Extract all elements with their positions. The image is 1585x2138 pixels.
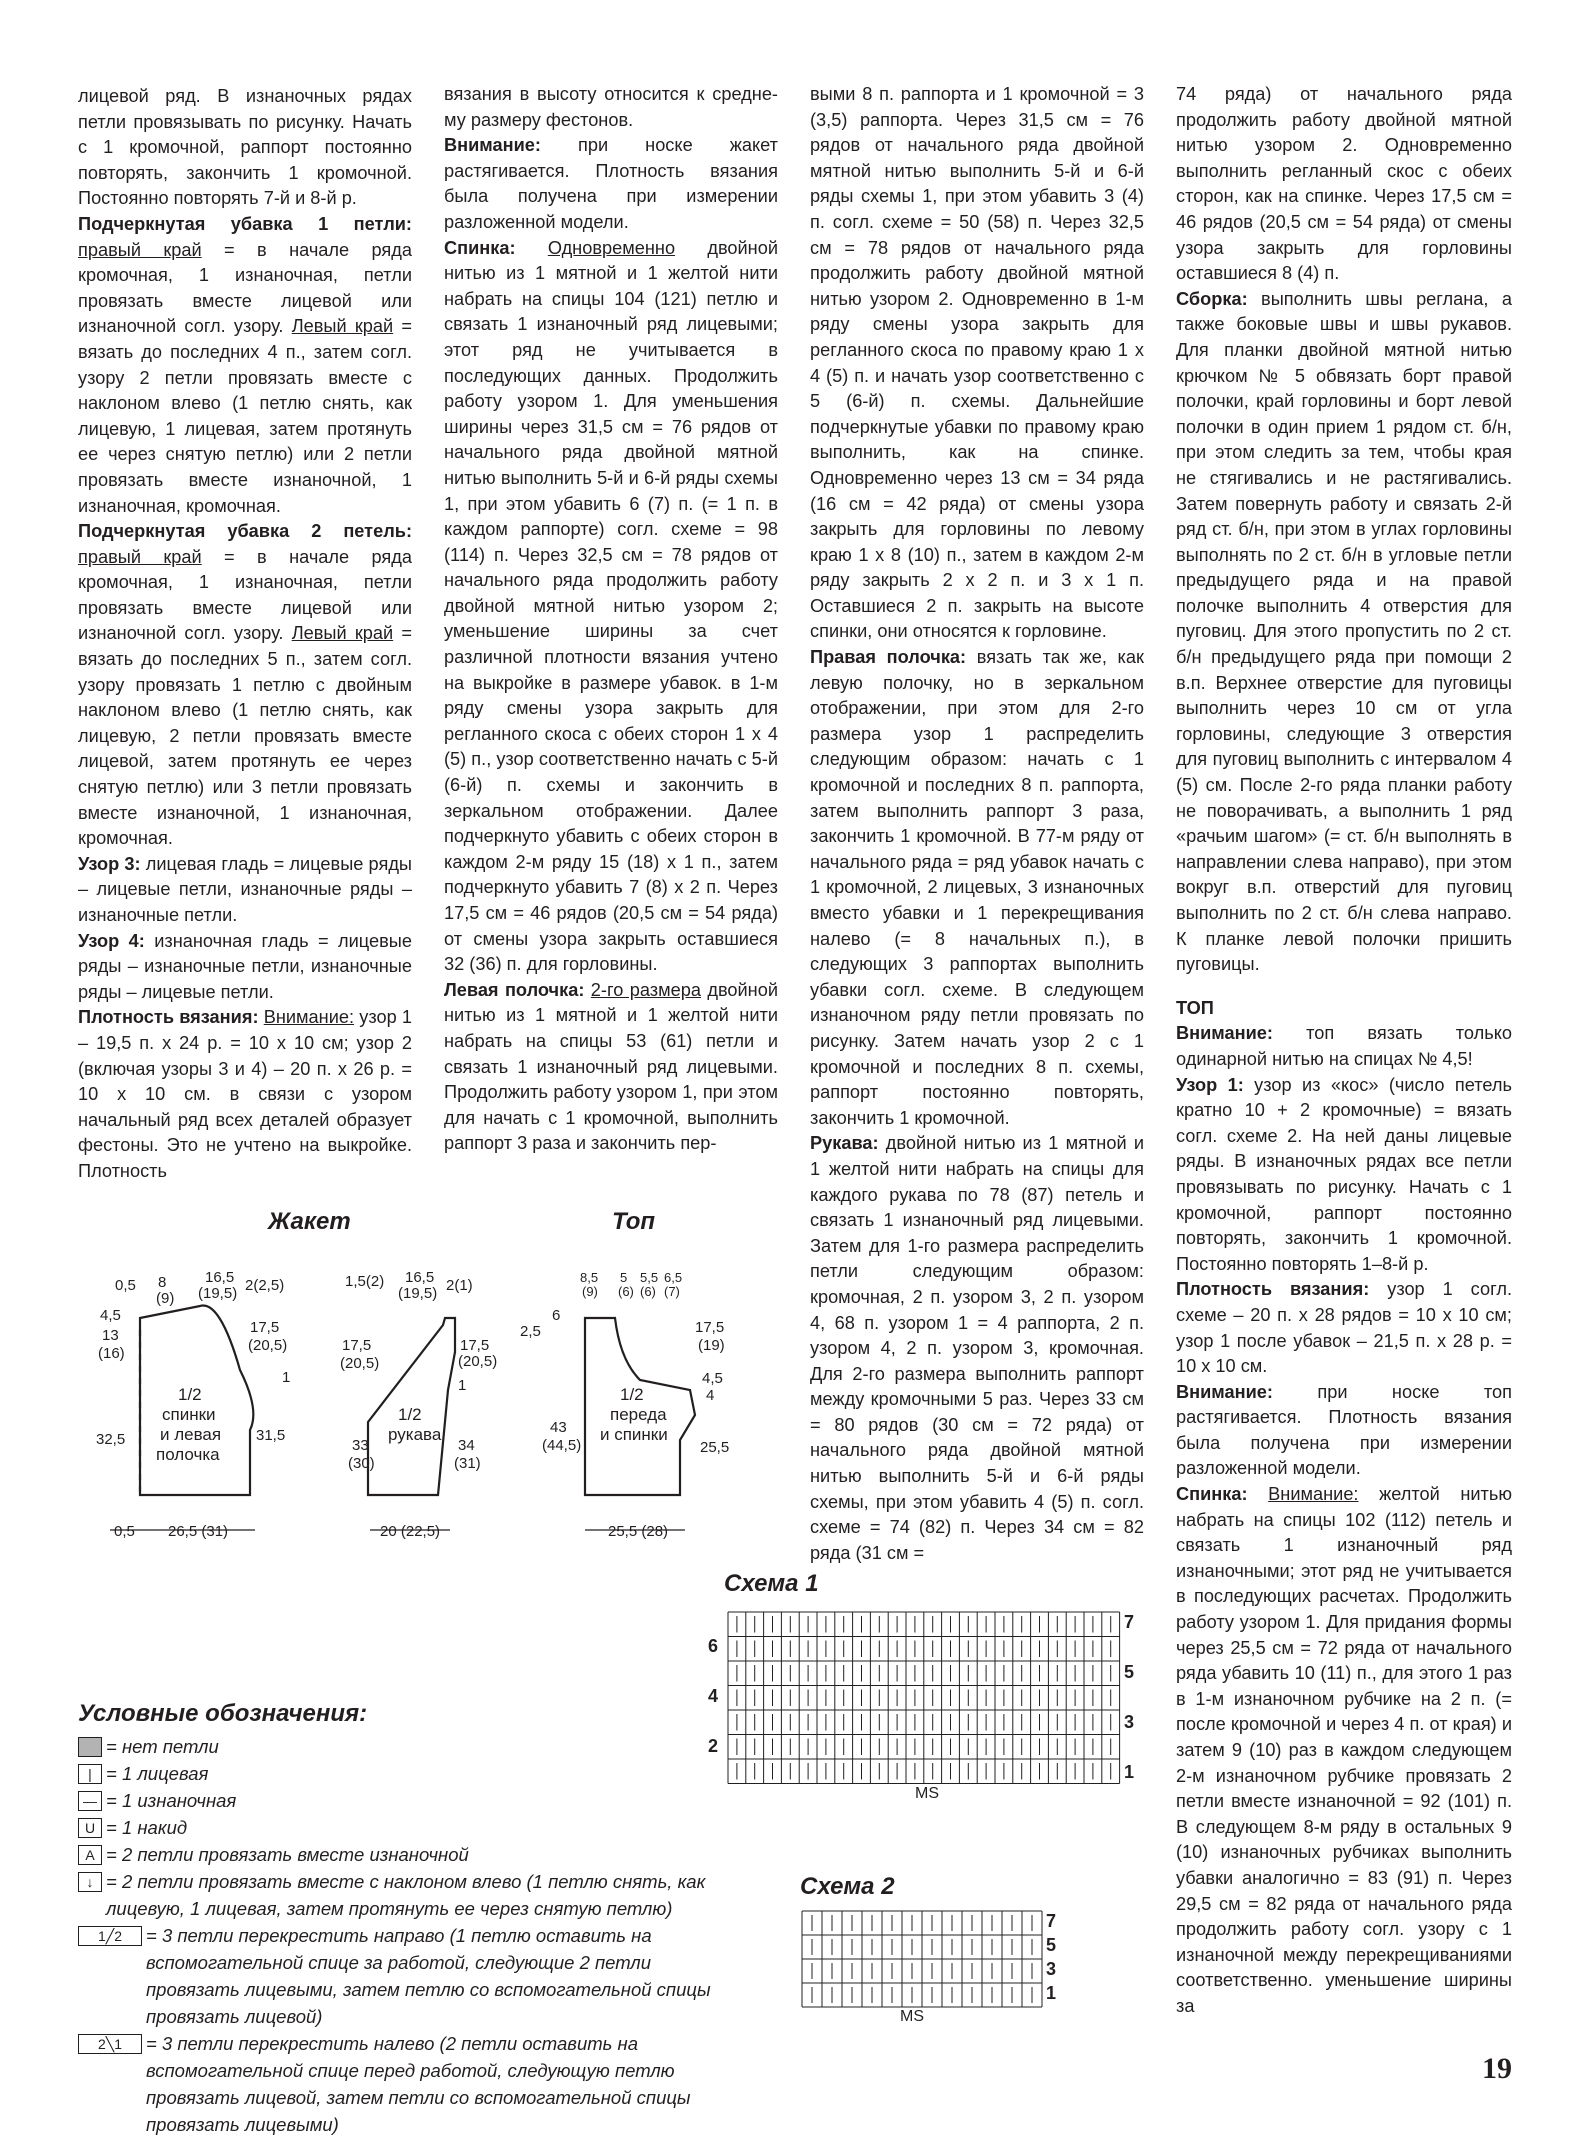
- text-column-3: [810, 82, 1144, 1566]
- scheme1-row-7: 7: [1124, 1612, 1135, 1632]
- jacket-dim-j: 17,5: [250, 1319, 280, 1336]
- sleeve-piece-1: 1/2: [398, 1405, 422, 1424]
- bold-label: Правая полочка:: [810, 647, 977, 668]
- paragraph-text: лицевая гладь = лицевые ряды – лицевые петли, изнаночные ряды – изнаночные петли.: [78, 853, 412, 925]
- top-dim-d: (6): [618, 1284, 634, 1299]
- top-dim-p: (44,5): [542, 1437, 582, 1454]
- top-dim-i: 2,5: [520, 1323, 541, 1340]
- sleeve-dim-c: (19,5): [398, 1285, 438, 1302]
- col3-paragraph: выми 8 п. раппорта и 1 кромочной = 3 (3,5) раппорта. Через 31,5 см = 76 рядов от начального ряда двойной мятной нитью выполнить 5-й и 6-й ряды схемы 1, при этом убавить 3 (4) п. согл. схеме = 50 (58) п. Через 32,5 см = 78 рядов от начального ряда продолжить работу двойной мятной нитью узором 2. Одновременно в 1-м ряду смены узора закрыть для регланного скоса по правому краю 1 х 4 (5) п. и начать узор соответственно с 5 (6-й) п. схемы. Дальнейшие подчеркнутые убавки по правому краю выполнить, как на спинке. Одновременно через 13 см = 34 ряда (16 см = 42 ряда) от смены узора закрыть для горловины по левому краю 1 х 8 (10) п., затем в каждом 2-м ряду закрыть 2 х 2 п. и 3 х 1 п. Оставшиеся 2 п. закрыть на высоте спинки, они относятся к горловине.: [810, 84, 1144, 642]
- legend-text: = 2 петли провязать вместе изнаночной: [106, 1844, 469, 1865]
- top-dim-r: 25,5 (28): [608, 1523, 669, 1540]
- legend-item: [78, 1922, 718, 2030]
- scheme1-row-3: 3: [1124, 1712, 1135, 1732]
- scheme2-ms: MS: [900, 2008, 924, 2025]
- jacket-piece-4: полочка: [156, 1445, 220, 1464]
- col1-paragraph: [78, 519, 412, 852]
- bold-label: Подчеркнутая убавка 1 петли:: [78, 213, 412, 234]
- scheme1-chart: [700, 1600, 1160, 1800]
- legend-symbol-icon: ↓: [78, 1872, 102, 1892]
- jacket-dim-n: 31,5: [256, 1427, 286, 1444]
- underlined-text: Внимание:: [263, 1007, 355, 1028]
- sleeve-dim-l: 34: [458, 1437, 475, 1454]
- jacket-dim-p: 26,5 (31): [168, 1523, 229, 1540]
- top-dim-g: 6,5: [664, 1270, 683, 1285]
- legend-symbol-icon: U: [78, 1818, 102, 1838]
- sleeve-dim-k: (30): [348, 1455, 375, 1472]
- col2-paragraph: вязания в высоту относится к средне-му размеру фестонов.: [444, 84, 778, 130]
- paragraph-text: узор 1 – 19,5 п. х 24 р. = 10 х 10 см; узор 2 (включая узоры 3 и 4) – 20 п. х 26 р. = 10 х 10 см.: [78, 1007, 412, 1105]
- top-dim-e: 5,5: [640, 1270, 659, 1285]
- paragraph-text: двойной нитью из 1 мятной и 1 желтой нити набрать на спицы 53 (61) петли и связать 1 изнаночный ряд лицевыми. Продолжить работу узором 1, при этом для: [444, 979, 778, 1128]
- paragraph-text: уменьшение ширины за: [1176, 1970, 1513, 2016]
- underlined-text: Левый край: [291, 316, 394, 337]
- top-dim-m: 4,5: [702, 1370, 723, 1387]
- scheme1-title: Схема 1: [724, 1570, 819, 1597]
- col4-paragraph: 74 ряда) от начального ряда продолжить работу двойной мятной нитью узором 2. Одновременно выполнить регланный скос с обеих сторон, как на спинке. Через 17,5 см = 46 рядов (20,5 см = 54 ряда) от смены узора закрыть для горловины оставшиеся 8 (4) п.: [1176, 84, 1512, 284]
- paragraph-text: топ вязать только одинарной нитью на спицах № 4,5!: [1176, 1023, 1512, 1069]
- sleeve-dim-j: 33: [352, 1437, 369, 1454]
- paragraph-text: при носке топ растягивается. Плотность вязания была получена при измерении разложенной модели.: [1176, 1381, 1512, 1479]
- col1-paragraph: [78, 852, 412, 929]
- text-column-2: [444, 82, 778, 1157]
- jacket-dim-k: (20,5): [248, 1337, 288, 1354]
- text-column-4: [1176, 82, 1512, 2020]
- page-number: 19: [1482, 2052, 1512, 2085]
- legend-item: [78, 1733, 718, 1760]
- jacket-piece-2: спинки: [162, 1405, 216, 1424]
- scheme1-row-5: 5: [1124, 1662, 1135, 1682]
- jacket-dim-h: 13: [102, 1327, 119, 1344]
- paragraph-text: выполнить швы реглана, а также боковые швы и швы рукавов. Для планки двойной мятной нитью крючком № 5 обвязать борт правой полочки, край горловины и борт левой полочки в один прием 1 рядом ст. б/н, при этом следить за тем, чтобы края не стягивались и не растягивались. Затем повернуть работу и связать 2-й ряд ст. б/н, при этом в углах горловины выполнять по 2 ст. б/н в угловые петли предыдущего ряда и на правой полочке выполнить 4 отверстия для пуговиц. Для этого пропустить по 2 ст. б/н предыдущего ряда при помощи 2 в.п. Верхнее отверстие для пуговицы выполнить через 10 см от угла горловины, следующие 3 отверстия для пуговиц выполнить с интервалом 4 (5) см. После 2-го ряда планки работу не поворачивать, а выполнить 1 ряд «рачьим шагом» (= ст. б/н выполнять в направлении слева направо), при этом вокруг в.п. отверстий для пуговиц выполнить по 2 ст. б/н слева направо. К планке левой полочки пришить пуговицы.: [1176, 288, 1512, 975]
- top-piece-3: и спинки: [600, 1425, 668, 1444]
- legend-item: [78, 1760, 718, 1787]
- scheme2-row-3: 3: [1046, 1959, 1057, 1979]
- paragraph-text: в связи с узором начальный ряд всех деталей образует фестоны. Это не учтено на выкройке. Плотность: [78, 1084, 412, 1181]
- top-dim-l: (19): [698, 1337, 725, 1354]
- jacket-dim-l: 1: [282, 1369, 291, 1386]
- col1-paragraph: лицевой ряд. В изнаночных рядах петли провязывать по рисунку. Начать с 1 кромочной, раппорт постоянно повторять, закончить 1 кромочной. Постоянно повторять 7-й и 8-й р.: [78, 86, 412, 209]
- scheme2-row-1: 1: [1046, 1983, 1057, 2003]
- top-dim-h: (7): [664, 1284, 680, 1299]
- bold-label: Внимание:: [444, 135, 578, 156]
- col4-paragraph: [1176, 1277, 1512, 1379]
- col3-paragraph: [810, 645, 1144, 1131]
- sleeve-dim-n: 20 (22,5): [380, 1523, 441, 1540]
- jacket-piece-3: и левая: [160, 1425, 222, 1444]
- scheme1-row-6: 6: [708, 1636, 719, 1656]
- scheme1-ms: MS: [915, 1785, 939, 1802]
- underlined-text: правый край: [78, 239, 202, 260]
- paragraph-text: начать с 1 кромочной, выполнить раппорт 3 раза и закончить пер-: [444, 1107, 778, 1154]
- jacket-dim-e: (19,5): [198, 1285, 238, 1302]
- underlined-text: Внимание:: [1268, 1484, 1359, 1505]
- bold-label: Сборка:: [1176, 288, 1262, 309]
- legend-text: = 1 лицевая: [106, 1763, 209, 1784]
- scheme2-row-5: 5: [1046, 1935, 1057, 1955]
- col1-paragraph: [78, 1005, 412, 1184]
- bold-label: Узор 1:: [1176, 1074, 1255, 1095]
- bold-label: Подчеркнутая убавка 2 петель:: [78, 521, 412, 542]
- jacket-dim-a: 0,5: [115, 1277, 136, 1294]
- top-dim-j: 6: [552, 1307, 561, 1324]
- paragraph-text: узор 1 согл. схеме – 20 п. х 28 рядов = 10 х 10 см; узор 1 после убавок – 21,5 п. х 28 р. = 10 х 10 см.: [1176, 1279, 1512, 1377]
- sleeve-dim-g: 17,5: [460, 1337, 490, 1354]
- jacket-dim-o: 0,5: [114, 1523, 135, 1540]
- scheme1-row-4: 4: [708, 1686, 719, 1706]
- legend: [78, 1700, 718, 2138]
- jacket-dim-f: 2(2,5): [245, 1277, 285, 1294]
- jacket-dim-m: 32,5: [96, 1431, 126, 1448]
- bold-label: Рукава:: [810, 1133, 886, 1154]
- bold-label: Спинка:: [1176, 1484, 1269, 1505]
- paragraph-text: = в начале ряда кромочная, 1 изнаночная, петли провязать вместе лицевой или изнаночной согл. узору.: [78, 239, 412, 337]
- bold-label: Внимание:: [1176, 1381, 1318, 1402]
- legend-symbol-icon: —: [78, 1791, 102, 1811]
- scheme2-chart: [800, 1905, 1080, 2025]
- legend-symbol-icon: A: [78, 1845, 102, 1865]
- bold-label: Плотность вязания:: [78, 1007, 264, 1028]
- top-dim-b: (9): [582, 1284, 598, 1299]
- top-dim-f: (6): [640, 1284, 656, 1299]
- scheme1-row-1: 1: [1124, 1762, 1135, 1782]
- sleeve-dim-e: 17,5: [342, 1337, 372, 1354]
- jacket-piece-1: 1/2: [178, 1385, 202, 1404]
- top-dim-n: 4: [706, 1387, 715, 1404]
- paragraph-text: = вязать до последних 5 п., затем согл. узору провязать 1 петлю с двойным наклоном влево (1 петлю снять, как лицевую, 2 петли провязать вместе лицевой, затем протянуть ее через снятую петлю) или 3 петли провязать вместе изнаночной, 1 изнаночная, кромочная.: [78, 623, 412, 849]
- sleeve-dim-i: 1: [458, 1377, 467, 1394]
- underlined-text: Левый край: [291, 623, 394, 644]
- sleeve-dim-h: (20,5): [458, 1353, 498, 1370]
- paragraph-text: в 1-м ряду смены узора закрыть для регланного скоса с обеих сторон 1 х 4 (5) п., узор соответственно начать с 5-й (6-й) п. схемы и закончить в зеркальном отображении. Далее подчеркнуто убавить с обеих сторон в каждом 2-м ряду 15 (18) х 1 п., затем подчеркнуто убавить 7 (8) х 2 п. Через 17,5 см = 46 рядов (20,5 см = 54 ряда) от смены узора закрыть оставшиеся 32 (36) п. для горловины.: [444, 672, 778, 975]
- sleeve-dim-m: (31): [454, 1455, 481, 1472]
- jacket-dim-b: 8: [158, 1274, 167, 1291]
- legend-text: = 3 петли перекрестить направо (1 петлю оставить на вспомогательной спице за работой, следующие 2 петли провязать лицевыми, затем петлю со вспомогательной спицы провязать лицевой): [146, 1925, 711, 2027]
- top-title: Топ: [612, 1208, 656, 1235]
- jacket-dim-g: 4,5: [100, 1307, 121, 1324]
- col4-paragraph: ТОП: [1176, 997, 1214, 1018]
- paragraph-text: двойной нитью из 1 мятной и 1 желтой нити набрать на спицы для каждого рукава по 78 (87) петель и связать 1 изнаночный ряд лицевыми. Затем для 1-го размера распределить петли следующим образом: кромочная, 2 п. узором 3, 2 п. узором 4, 68 п. узором 1 = 4 раппорта, 2 п. узором 4, 2 п. узором 3, кромочная. Для 2-го размера выполнить раппорт между кромочными 5 раз. Через 33 см = 80 рядов (30 см = 72 ряда) от начального ряда двойной мятной нитью выполнить 5-й и 6-й ряды схемы, при этом убавить 4 (5) п. согл. схеме = 74 (82) п. Через 34 см = 82 ряда (31 см =: [810, 1133, 1144, 1563]
- pattern-schematics: [90, 1240, 730, 1550]
- col4-paragraph: [1176, 287, 1512, 978]
- scheme2-title: Схема 2: [800, 1873, 895, 1900]
- jacket-dim-i: (16): [98, 1345, 125, 1362]
- bold-label: Узор 4:: [78, 930, 155, 951]
- col4-paragraph: [1176, 1482, 1512, 2019]
- jacket-title: Жакет: [268, 1208, 351, 1235]
- top-dim-k: 17,5: [695, 1319, 725, 1336]
- sleeve-piece-2: рукава: [388, 1425, 442, 1444]
- top-dim-q: 25,5: [700, 1439, 730, 1456]
- legend-item: [78, 1868, 718, 1922]
- legend-item: [78, 2030, 718, 2138]
- legend-symbol-icon: [78, 1737, 102, 1757]
- col1-paragraph: [78, 929, 412, 1006]
- text-column-1: [78, 84, 412, 1185]
- legend-symbol-icon: 2╲1: [78, 2034, 142, 2054]
- sleeve-dim-f: (20,5): [340, 1355, 380, 1372]
- legend-title: Условные обозначения:: [78, 1700, 368, 1727]
- paragraph-text: двойной нитью из 1 мятной и 1 желтой нити набрать на спицы 104 (121) петлю и связать 1 изнаночный ряд лицевыми; этот ряд не учитывается в последующих данных. Продолжить работу узором 1. Для уменьшения ширины через 31,5 см = 76 рядов от начального ряда двойной мятной нитью выполнить 5-й и 6-й ряды схемы 1, при этом убавить 6 (7) п. (= 1 п. в каждом раппорте) согл. схеме = 98 (114) п. Через 32,5 см = 78 рядов от начального ряда продолжить работу двойной мятной нитью узором 2; уменьшение ширины за счет различной плотности вязания учтено на выкройке в размере убавок.: [444, 237, 778, 693]
- paragraph-text: вязать так же, как левую полочку, но в зеркальном отображении, при этом для 2-го размера узор 1 распределить следующим образом: начать с 1 кромочной и последних 8 п. раппорта, затем выполнить раппорт 3 раза, закончить 1 кромочной. В 77-м ряду от начального ряда = ряд убавок начать с 1 кромочной, 2 лицевых, 3 изнаночных вместо убавки и 1 перекрещивания налево (= 8 начальных п.), в следующих 3 раппортах выполнить убавки согл. схеме. В следующем изнаночном ряду петли провязать по рисунку. Затем начать узор 2 с 1 кромочной и последних 8 п. схемы, раппорт постоянно повторять, закончить 1 кромочной.: [810, 647, 1144, 1128]
- col2-paragraph: [444, 133, 778, 235]
- bold-label: Спинка:: [444, 237, 548, 258]
- paragraph-text: желтой нитью набрать на спицы 102 (112) петель и связать 1 изнаночный ряд изнаночными; этот ряд не учитывается в последующих расчетах. Продолжить работу узором 1. Для придания формы через 25,5 см = 72 ряда от начального ряда убавить 10 (11) п., для этого 1 раз в 1-м изнаночном рубчике на 2 п. (= после кромочной и через 4 п. от края) и затем 9 (10) раз в каждом следующем 2-м изнаночном рубчике провязать 2 петли вместе изнаночной = 92 (101) п. В следующем 8-м ряду в остальных 9 (10) изнаночных рубчиках выполнить убавки аналогично = 83 (91) п. Через 29,5 см = 82 ряда от начального ряда продолжить работу согл. узору с 1 изнаночной между перекрещиваниями соответственно.: [1176, 1484, 1512, 1991]
- scheme2-row-7: 7: [1046, 1911, 1057, 1931]
- top-dim-c: 5: [620, 1270, 628, 1285]
- bold-label: Узор 3:: [78, 853, 146, 874]
- paragraph-text: = вязать до последних 4 п., затем согл. узору 2 петли провязать вместе с наклоном влево (1 петлю снять, как лицевую, 1 лицевая, затем протянуть ее через снятую петлю) или 2 петли провязать вместе изнаночной, 1 изнаночная, кромочная.: [78, 316, 412, 516]
- bold-label: Внимание:: [1176, 1023, 1307, 1044]
- bold-label: Плотность вязания:: [1176, 1279, 1388, 1300]
- col3-paragraph: [810, 1131, 1144, 1566]
- legend-text: = нет петли: [106, 1736, 219, 1757]
- col2-paragraph: [444, 236, 778, 978]
- legend-text: = 2 петли провязать вместе с наклоном влево (1 петлю снять, как лицевую, 1 лицевая, затем протянуть ее через снятую петлю): [106, 1871, 706, 1919]
- col4-paragraph: [1176, 1073, 1512, 1278]
- legend-item: [78, 1814, 718, 1841]
- col1-paragraph: [78, 212, 412, 519]
- top-dim-o: 43: [550, 1419, 567, 1436]
- bold-label: Левая полочка:: [444, 979, 591, 1000]
- paragraph-text: = в начале ряда кромочная, 1 изнаночная, петли провязать вместе лицевой или изнаночной согл. узору.: [78, 546, 412, 644]
- legend-text: = 1 изнаночная: [106, 1790, 237, 1811]
- legend-text: = 1 накид: [106, 1817, 188, 1838]
- sleeve-dim-a: 1,5(2): [345, 1273, 385, 1290]
- legend-symbol-icon: |: [78, 1764, 102, 1784]
- underlined-text: 2-го размера: [590, 979, 701, 1000]
- underlined-text: Одновременно: [547, 237, 676, 258]
- top-dim-a: 8,5: [580, 1270, 599, 1285]
- paragraph-text: узор из «кос» (число петель кратно 10 + 2 кромочные) = вязать согл. схеме 2. На ней даны лицевые ряды. В изнаночных рядах все петли провязывать по рисунку. Начать с 1 кромочной, раппорт постоянно повторять, закончить 1 кромочной. Постоянно повторять 1–8-й р.: [1176, 1074, 1512, 1274]
- jacket-dim-d: 16,5: [205, 1269, 235, 1286]
- jacket-dim-c: (9): [156, 1290, 175, 1307]
- sleeve-dim-d: 2(1): [446, 1277, 473, 1294]
- sleeve-dim-b: 16,5: [405, 1269, 435, 1286]
- legend-item: [78, 1841, 718, 1868]
- top-piece-2: переда: [610, 1405, 667, 1424]
- col4-paragraph: [1176, 1021, 1512, 1072]
- legend-text: = 3 петли перекрестить налево (2 петли оставить на вспомогательной спице перед работой, следующую петлю провязать лицевой, затем петли со вспомогательной спицы провязать лицевыми): [146, 2033, 691, 2135]
- scheme1-row-2: 2: [708, 1736, 719, 1756]
- col2-paragraph: [444, 978, 778, 1157]
- legend-symbol-icon: 1╱2: [78, 1926, 142, 1946]
- top-piece-1: 1/2: [620, 1385, 644, 1404]
- legend-item: [78, 1787, 718, 1814]
- paragraph-text: при носке жакет растягивается. Плотность вязания была получена при измерении разложенной модели.: [444, 135, 778, 232]
- paragraph-text: изнаночная гладь = лицевые ряды – изнаночные петли, изнаночные ряды – лицевые петли.: [78, 930, 412, 1002]
- underlined-text: правый край: [78, 546, 202, 567]
- col4-paragraph: [1176, 1380, 1512, 1482]
